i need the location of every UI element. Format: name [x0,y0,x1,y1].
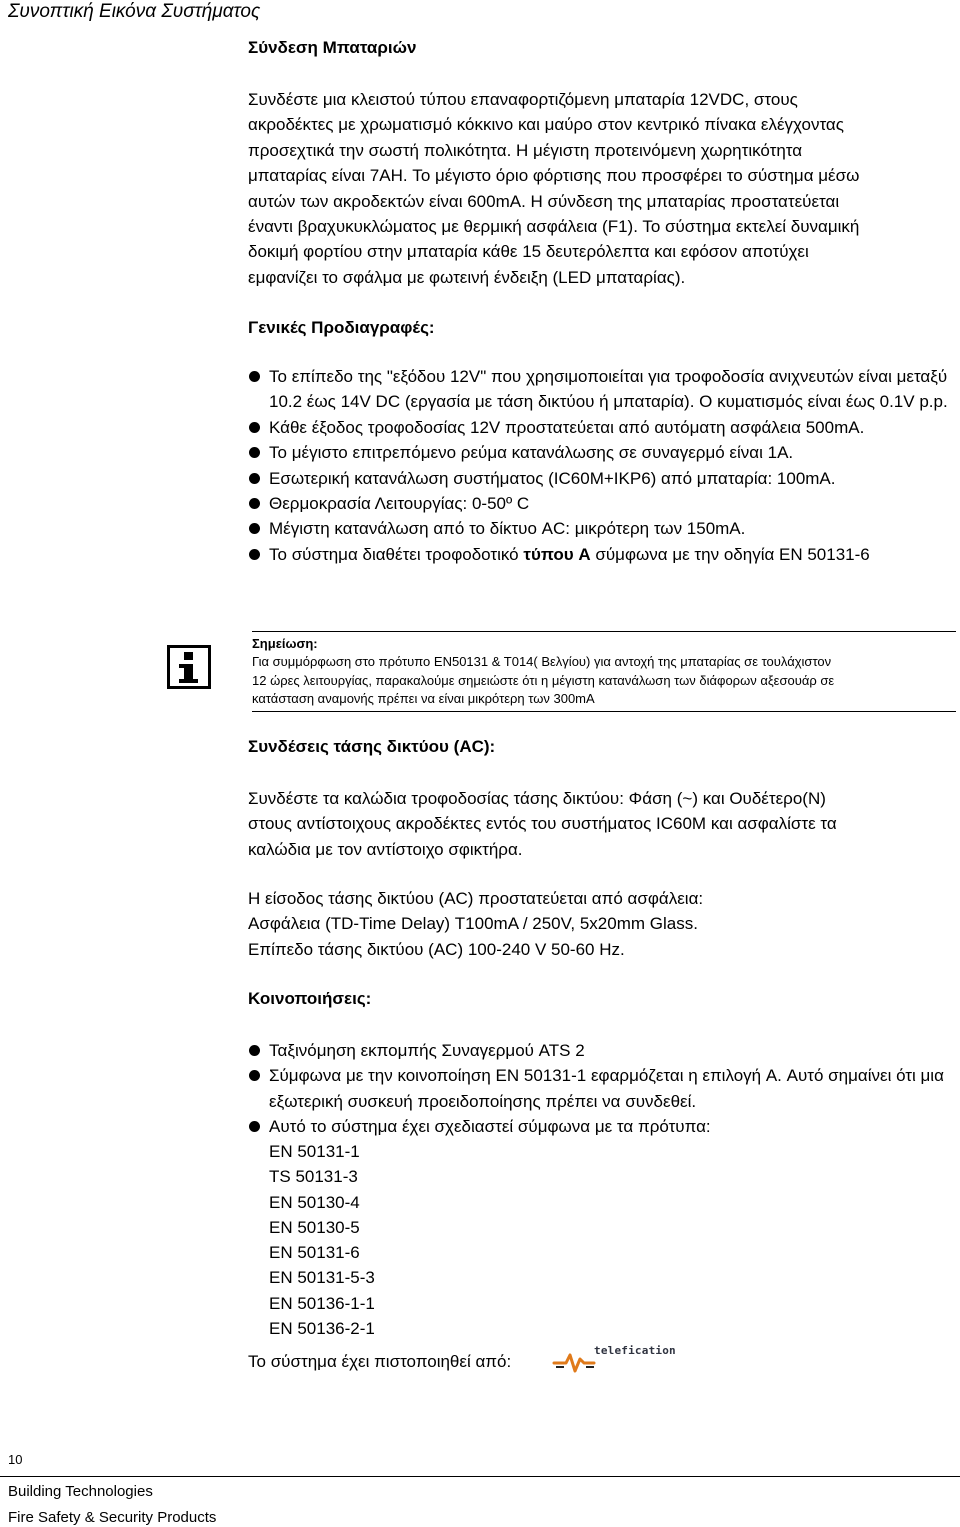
list-item-text: Το μέγιστο επιτρεπόμενο ρεύμα κατανάλωσης σε συναγερμό είναι 1A. [269,443,794,463]
ac-line: στους αντίστοιχους ακροδέκτες εντός του συστήματος IC60M και ασφαλίστε τα [248,814,837,834]
ac-line: καλώδια με τον αντίστοιχο σφικτήρα. [248,839,523,859]
battery-line: ακροδέκτες με χρωματισμό κόκκινο και μαύρο στον κεντρικό πίνακα ελέγχοντας [248,115,844,135]
list-item-text: Το επίπεδο της "εξόδου 12V" που χρησιμοποιείται για τροφοδοσία ανιχνευτών είναι μεταξύ 10.2 έως 14V DC (εργασία με τάση δικτύου ή μπαταρία). Ο κυματισμός είναι έως 0.1V p.p. [269,367,948,412]
standard-item: EN 50136-1-1 [269,1293,375,1313]
list-item-text: Εσωτερική κατανάλωση συστήματος (IC60M+IKP6) από μπαταρία: 100mA. [269,468,836,488]
battery-line: εμφανίζει το σφάλμα με φωτεινή ένδειξη (LED μπαταρίας). [248,267,686,287]
ac-line: Συνδέστε τα καλώδια τροφοδοσίας τάσης δικτύου: Φάση (~) και Ουδέτερο(N) [248,789,826,808]
notifications-heading: Κοινοποιήσεις: [248,989,372,1008]
list-item [248,364,948,415]
battery-line: Συνδέστε μια κλειστού τύπου επαναφορτιζόμενη μπαταρία 12VDC, στους [248,90,798,109]
list-item-bold-text: τύπου A [523,544,591,564]
list-item [248,516,948,541]
running-header: Συνοπτική Εικόνα Συστήματος [8,1,261,22]
list-item-text: Κάθε έξοδος τροφοδοσίας 12V προστατεύεται από αυτόματη ασφάλεια 500mA. [269,417,865,437]
ac-heading: Συνδέσεις τάσης δικτύου (AC): [248,737,496,756]
footer-divider [0,1476,960,1477]
standard-item: EN 50131-6 [269,1243,360,1263]
page-number: 10 [8,1452,23,1467]
standard-item: EN 50131-5-3 [269,1268,375,1288]
standard-item: EN 50131-1 [269,1142,360,1161]
battery-paragraph [248,87,948,290]
list-item-text: σύμφωνα με την οδηγία EN 50131-6 [590,544,870,564]
list-item [248,1038,948,1063]
battery-line: δοκιμή φορτίου στην μπαταρία κάθε 15 δευτερόλεπτα και εφόσον αποτύχει [248,242,809,262]
logo-wordmark: telefication [594,1344,676,1357]
ac-paragraph-1 [248,786,948,862]
standard-item: TS 50131-3 [269,1167,358,1187]
list-item-text: Σύμφωνα με την κοινοποίηση EN 50131-1 εφαρμόζεται η επιλογή A. Αυτό σημαίνει ότι μια εξωτερική συσκευή προειδοποίησης πρέπει να συνδεθεί. [269,1066,944,1111]
list-item [248,466,948,491]
note-box [252,631,956,712]
battery-heading: Σύνδεση Μπαταριών [248,38,417,57]
general-heading: Γενικές Προδιαγραφές: [248,318,435,337]
telefication-logo [552,1343,676,1377]
battery-line: αυτών των ακροδεκτών είναι 600mA. Η σύνδεση της μπαταρίας προστατεύεται [248,191,840,211]
list-item [248,1063,948,1114]
battery-line: προσεχτικά την σωστή πολικότητα. Η μέγιστη προτεινόμενη χωρητικότητα [248,140,803,160]
list-item-text: Μέγιστη κατανάλωση από το δίκτυο AC: μικρότερη των 150mA. [269,519,746,539]
ac-paragraph-2 [248,886,948,962]
list-item [248,1114,948,1139]
battery-line: έναντι βραχυκυκλώματος με θερμική ασφάλεια (F1). Το σύστημα εκτελεί δυναμική [248,217,860,237]
standard-item: EN 50130-5 [269,1217,360,1237]
note-line: 12 ώρες λειτουργίας, παρακαλούμε σημειώστε ότι η μέγιστη κατανάλωση των διάφορων αξεσουάρ σε [252,672,835,688]
ac-line: Ασφάλεια (TD-Time Delay) T100mA / 250V, 5x20mm Glass. [248,914,698,934]
list-item-text: Αυτό το σύστημα έχει σχεδιαστεί σύμφωνα με τα πρότυπα: [269,1117,711,1137]
note-line: Για συμμόρφωση στο πρότυπο EN50131 & T014( Βελγίου) για αντοχή της μπαταρίας σε τουλάχιστον [252,654,832,669]
list-item-text: Θερμοκρασία Λειτουργίας: 0-50º C [269,494,530,514]
standard-item: EN 50130-4 [269,1192,360,1212]
list-item [248,542,948,567]
ac-line: Η είσοδος τάσης δικτύου (AC) προστατεύεται από ασφάλεια: [248,889,704,908]
list-item [248,440,948,465]
list-item-text: Ταξινόμηση εκπομπής Συναγερμού ATS 2 [269,1041,585,1060]
ac-line: Επίπεδο τάσης δικτύου (AC) 100-240 V 50-60 Hz. [248,939,625,959]
notifications-list [248,1038,948,1140]
list-item [248,415,948,440]
general-spec-list [248,364,948,567]
list-item-text: Το σύστημα διαθέτει τροφοδοτικό [269,544,524,564]
certified-by-text: Το σύστημα έχει πιστοποιηθεί από: [248,1352,512,1371]
note-title: Σημείωση: [252,636,318,651]
standards-list [269,1139,375,1341]
standard-item: EN 50136-2-1 [269,1319,375,1339]
footer-division: Fire Safety & Security Products [8,1509,217,1526]
list-item [248,491,948,516]
battery-line: μπαταρίας είναι 7AH. Το μέγιστο όριο φόρτισης που προσφέρει το σύστημα μέσω [248,166,860,186]
note-line: κατάσταση αναμονής πρέπει να είναι μικρότερη των 300mA [252,691,595,706]
info-icon [167,645,211,689]
footer-company: Building Technologies [8,1483,153,1500]
